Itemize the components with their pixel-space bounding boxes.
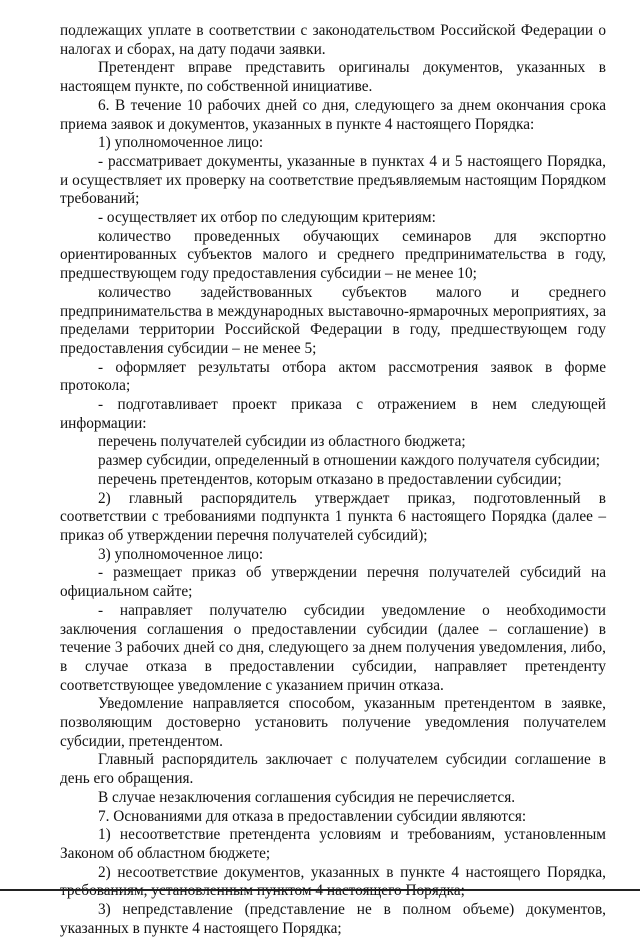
paragraph: В случае незаключения соглашения субсидия не перечисляется. <box>98 788 516 806</box>
paragraph: перечень претендентов, которым отказано в предоставлении субсидии; <box>98 470 562 488</box>
paragraph: 1) уполномоченное лицо: <box>98 134 264 152</box>
paragraph: 2) несоответствие документов, указанных в пункте 4 настоящего Порядка, <box>98 863 606 881</box>
paragraph: количество проведенных обучающих семинаров для экспортно ориентированных субъектов малого и среднего предпринимательства в году, предшествующем году предоставления субсидии – не менее 10; <box>60 227 606 283</box>
paragraph: 3) уполномоченное лицо: <box>98 545 264 563</box>
paragraph: 2) главный распорядитель утверждает приказ, подготовленный в соответствии с требованиями подпункта 1 пункта 6 настоящего Порядка (далее – приказ об утверждении перечня получателей субсидий); <box>60 489 606 544</box>
paragraph: - размещает приказ об утверждении перечня получателей субсидий на официальном сайте; <box>60 564 606 601</box>
paragraph: перечень получателей субсидии из областного бюджета; <box>98 433 466 451</box>
paragraph: 7. Основаниями для отказа в предоставлении субсидии являются: <box>98 807 527 825</box>
paragraph: Претендент вправе представить оригиналы документов, указанных в настоящем пункте, по собственной инициативе. <box>60 59 606 96</box>
paragraph: количество задействованных субъектов малого и среднего предпринимательства в международных выставочно-ярмарочных мероприятиях, за пределами территории Российской Федерации в году, предшествующем году предоставления субсидии – не менее 5; <box>60 283 606 357</box>
paragraph: 3) непредставление (представление не в полном объеме) документов, указанных в пункте 4 настоящего Порядка; <box>60 901 606 937</box>
paragraph: - осуществляет их отбор по следующим критериям: <box>98 209 436 227</box>
paragraph: Главный распорядитель заключает с получателем субсидии соглашение в день его обращения. <box>60 751 606 788</box>
paragraph: размер субсидии, определенный в отношении каждого получателя субсидии; <box>98 452 601 470</box>
page-bottom-border <box>0 889 640 891</box>
paragraph: 1) несоответствие претендента условиям и требованиям, установленным Законом об областном бюджете; <box>60 826 606 862</box>
paragraph: - оформляет результаты отбора актом рассмотрения заявок в форме протокола; <box>60 358 606 395</box>
document-page <box>60 22 606 938</box>
paragraph: - рассматривает документы, указанные в пунктах 4 и 5 настоящего Порядка, и осуществляет их проверку на соответствие предъявляемым настоящим Порядком требований; <box>60 152 606 208</box>
paragraph: Уведомление направляется способом, указанным претендентом в заявке, позволяющим достоверно установить получение уведомления получателем субсидии, претендентом. <box>60 695 606 750</box>
paragraph: - направляет получателю субсидии уведомление о необходимости заключения соглашения о предоставлении субсидии (далее – соглашение) в течение 3 рабочих дней со дня, следующего за днем получения уведомления, либо, в случае отказа в предоставлении субсидии, направляет претенденту соответствующее уведомление с указанием причин отказа. <box>60 601 606 694</box>
paragraph: - подготавливает проект приказа с отражением в нем следующей информации: <box>60 396 606 432</box>
paragraph: 6. В течение 10 рабочих дней со дня, следующего за днем окончания срока приема заявок и документов, указанных в пункте 4 настоящего Порядка: <box>60 96 606 133</box>
paragraph: подлежащих уплате в соответствии с законодательством Российской Федерации о налогах и сборах, на дату подачи заявки. <box>60 22 606 58</box>
